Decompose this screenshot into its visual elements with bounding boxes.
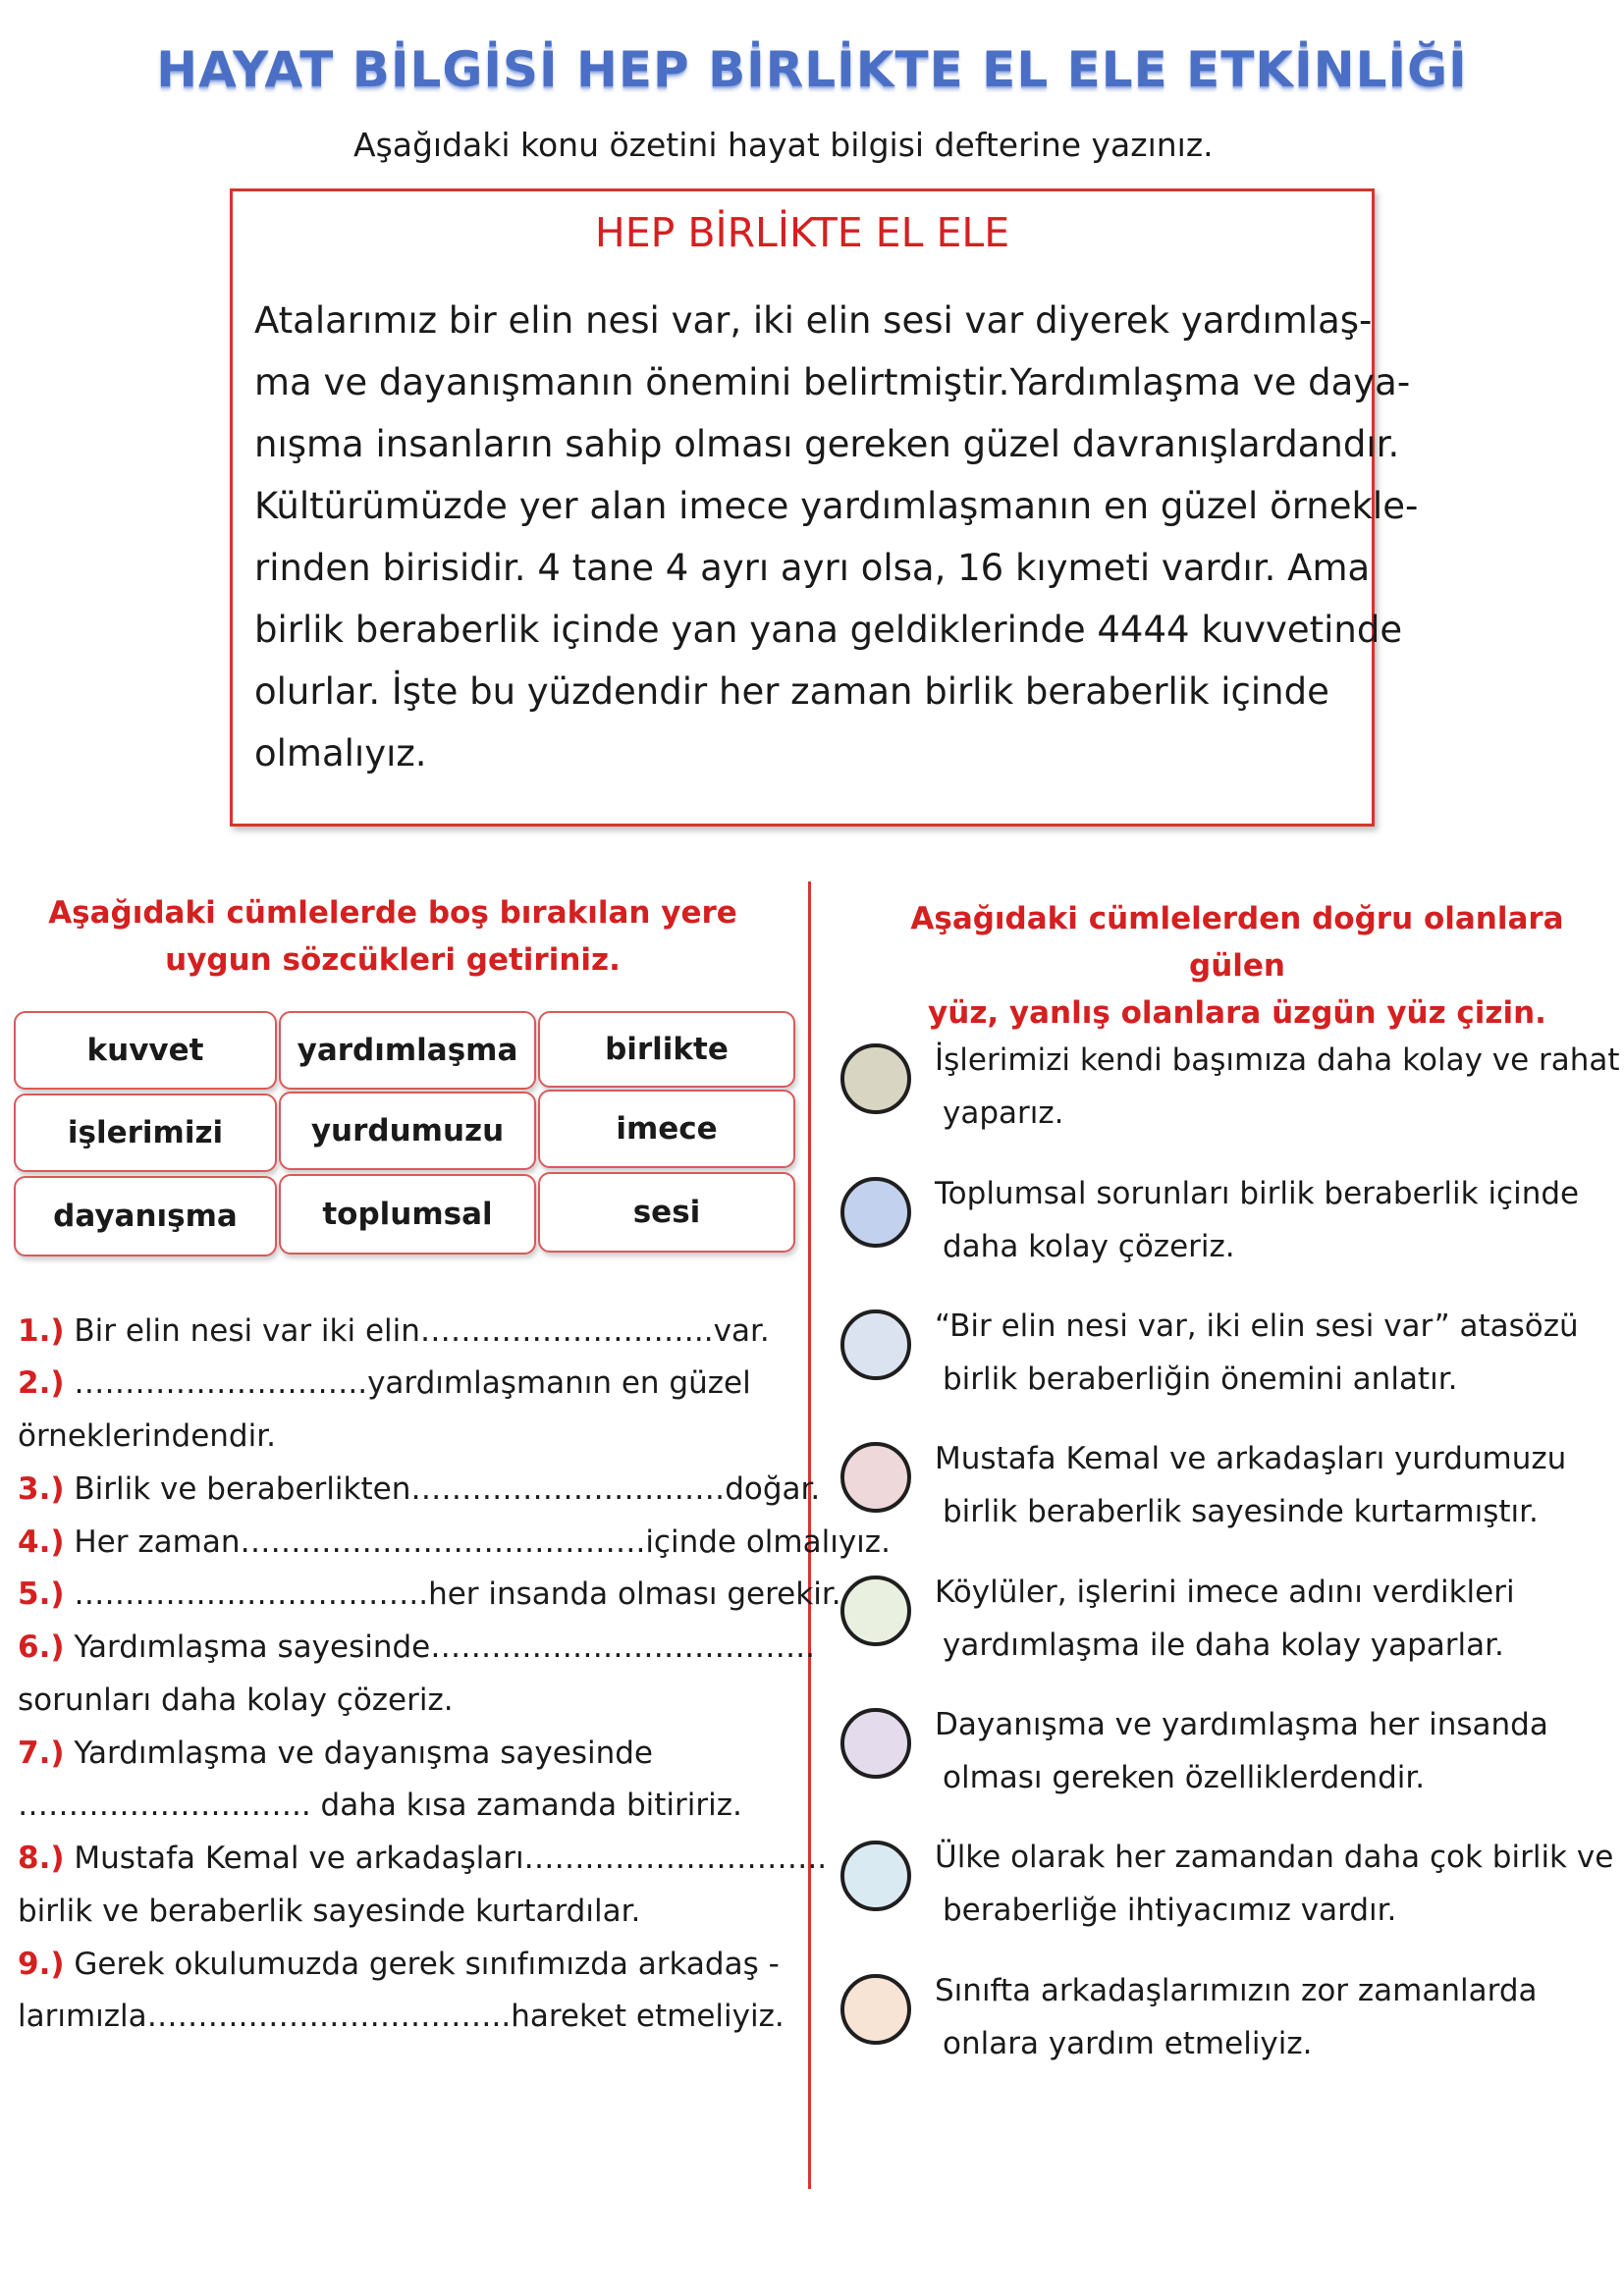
question-text: ………………………..yardımlaşmanın en güzel — [64, 1365, 751, 1401]
question-line — [18, 1524, 891, 1560]
word-box-islerimizi: işlerimizi — [14, 1094, 277, 1172]
question-text: Gerek okulumuzda gerek sınıfımızda arkadaş - — [64, 1947, 780, 1982]
question-line — [18, 1365, 751, 1401]
question-number: 5.) — [18, 1576, 65, 1612]
true-false-heading-line: yüz, yanlış olanlara üzgün yüz çizin. — [928, 995, 1546, 1031]
question-text: örneklerindendir. — [18, 1418, 276, 1454]
question-line — [18, 1682, 454, 1718]
statement-item — [840, 1043, 1624, 1161]
statement-line: daha kolay çözeriz. — [943, 1229, 1235, 1264]
word-box-birlikte: birlikte — [538, 1011, 795, 1088]
statement-line: Mustafa Kemal ve arkadaşları yurdumuzu — [935, 1441, 1567, 1476]
summary-line: Kültürümüzde yer alan imece yardımlaşmanın en güzel örnekle- — [254, 485, 1419, 527]
summary-line: nışma insanların sahip olması gereken güzel davranışlardandır. — [254, 423, 1400, 465]
question-line — [18, 1471, 820, 1507]
answer-circle[interactable] — [840, 1442, 911, 1513]
summary-box — [230, 188, 1419, 827]
statement-text — [935, 1167, 1622, 1273]
true-false-heading-line: Aşağıdaki cümlelerden doğru olanlara gülen — [910, 901, 1564, 984]
word-bank — [14, 1011, 799, 1266]
true-false-heading — [864, 895, 1610, 1037]
question-line — [18, 1788, 742, 1823]
question-text: Bir elin nesi var iki elin………………………..var. — [64, 1313, 770, 1349]
question-number: 2.) — [18, 1365, 65, 1401]
page-title: HAYAT BİLGİSİ HEP BİRLİKTE EL ELE ETKİNLİĞİ — [156, 41, 1468, 98]
statement-line: beraberliğe ihtiyacımız vardır. — [943, 1893, 1397, 1928]
question-line — [18, 1841, 827, 1876]
statement-item — [840, 1442, 1624, 1560]
statement-item — [840, 1177, 1624, 1295]
word-box-yardimlasma: yardımlaşma — [279, 1011, 536, 1090]
statement-line: Dayanışma ve yardımlaşma her insanda — [935, 1707, 1548, 1742]
statement-text — [935, 1432, 1622, 1538]
question-text: birlik ve beraberlik sayesinde kurtardılar. — [18, 1894, 641, 1929]
word-box-toplumsal: toplumsal — [279, 1174, 536, 1255]
summary-text — [254, 290, 1419, 784]
statement-line: “Bir elin nesi var, iki elin sesi var” atasözü — [935, 1308, 1579, 1344]
statement-line: onlara yardım etmeliyiz. — [943, 2026, 1313, 2061]
fill-in-heading-line: Aşağıdaki cümlelerde boş bırakılan yere — [48, 895, 737, 931]
answer-circle[interactable] — [840, 1177, 911, 1248]
question-line — [18, 1947, 780, 1982]
question-text: Yardımlaşma sayesinde……………………………….. — [64, 1629, 815, 1665]
fill-in-heading-line: uygun sözcükleri getiriniz. — [165, 942, 621, 978]
question-text: ……………………….. daha kısa zamanda bitiririz. — [18, 1788, 742, 1823]
statement-item — [840, 1309, 1624, 1427]
answer-circle[interactable] — [840, 1043, 911, 1114]
statement-text — [935, 1566, 1622, 1672]
summary-line: ma ve dayanışmanın önemini belirtmiştir.Yardımlaşma ve daya- — [254, 361, 1411, 403]
summary-line: rinden birisidir. 4 tane 4 ayrı ayrı olsa, 16 kıymeti vardır. Ama — [254, 547, 1371, 589]
summary-line: Atalarımız bir elin nesi var, iki elin sesi var diyerek yardımlaş- — [254, 299, 1373, 342]
question-line — [18, 1999, 785, 2034]
statement-text — [935, 1698, 1622, 1804]
statement-line: yaparız. — [943, 1095, 1064, 1131]
statement-line: yardımlaşma ile daha kolay yaparlar. — [943, 1628, 1504, 1663]
question-number: 8.) — [18, 1841, 65, 1876]
question-number: 3.) — [18, 1471, 65, 1507]
question-text: larımızla……….……………………..hareket etmeliyiz. — [18, 1999, 785, 2034]
statement-line: İşlerimizi kendi başımıza daha kolay ve rahat — [935, 1042, 1620, 1078]
statement-item — [840, 1575, 1624, 1693]
question-line — [18, 1629, 815, 1665]
summary-line: birlik beraberlik içinde yan yana geldiklerinde 4444 kuvvetinde — [254, 609, 1403, 651]
fill-in-heading — [39, 889, 746, 984]
answer-circle[interactable] — [840, 1974, 911, 2045]
answer-circle[interactable] — [840, 1708, 911, 1779]
word-box-dayanisma: dayanışma — [14, 1176, 277, 1256]
question-number: 4.) — [18, 1524, 65, 1560]
statement-item — [840, 1974, 1624, 2092]
question-line — [18, 1313, 770, 1349]
question-text: Her zaman………………………………….içinde olmalıyız. — [64, 1524, 891, 1560]
statement-line: Sınıfta arkadaşlarımızın zor zamanlarda — [935, 1973, 1538, 2008]
question-line — [18, 1894, 640, 1929]
instruction-text: Aşağıdaki konu özetini hayat bilgisi defterine yazınız. — [353, 126, 1214, 164]
question-text: Mustafa Kemal ve arkadaşları…….………………….. — [64, 1841, 828, 1876]
statement-text — [935, 1964, 1622, 2070]
statement-line: Toplumsal sorunları birlik beraberlik içinde — [935, 1176, 1580, 1211]
answer-circle[interactable] — [840, 1841, 911, 1911]
answer-circle[interactable] — [840, 1575, 911, 1646]
statement-line: Ülke olarak her zamandan daha çok birlik ve — [935, 1840, 1614, 1875]
statement-line: birlik beraberlik sayesinde kurtarmıştır. — [943, 1494, 1539, 1529]
word-box-sesi: sesi — [538, 1172, 795, 1253]
statement-item — [840, 1841, 1624, 1958]
question-text: Yardımlaşma ve dayanışma sayesinde — [64, 1735, 654, 1771]
question-number: 7.) — [18, 1735, 65, 1771]
word-box-imece: imece — [538, 1090, 795, 1168]
question-number: 6.) — [18, 1629, 65, 1665]
statement-item — [840, 1708, 1624, 1826]
question-line — [18, 1735, 653, 1771]
question-line — [18, 1576, 841, 1612]
statement-line: olması gereken özelliklerdendir. — [943, 1760, 1426, 1795]
answer-circle[interactable] — [840, 1309, 911, 1380]
statement-line: Köylüler, işlerini imece adını verdikleri — [935, 1575, 1515, 1610]
question-text: ……………………………..her insanda olması gerekir. — [64, 1576, 841, 1612]
statement-line: birlik beraberliğin önemini anlatır. — [943, 1362, 1458, 1397]
question-number: 9.) — [18, 1947, 65, 1982]
word-box-kuvvet: kuvvet — [14, 1011, 277, 1090]
statement-text — [935, 1831, 1622, 1937]
summary-line: olurlar. İşte bu yüzdendir her zaman birlik beraberlik içinde — [254, 670, 1329, 713]
question-number: 1.) — [18, 1313, 65, 1349]
statement-text — [935, 1300, 1622, 1406]
summary-title: HEP BİRLİKTE EL ELE — [594, 209, 1010, 256]
question-line — [18, 1418, 276, 1454]
question-text: sorunları daha kolay çözeriz. — [18, 1682, 454, 1718]
statement-text — [935, 1034, 1622, 1140]
word-box-yurdumuzu: yurdumuzu — [279, 1092, 536, 1170]
question-text: Birlik ve beraberlikten…………………….……doğar. — [64, 1471, 821, 1507]
summary-line: olmalıyız. — [254, 732, 427, 774]
